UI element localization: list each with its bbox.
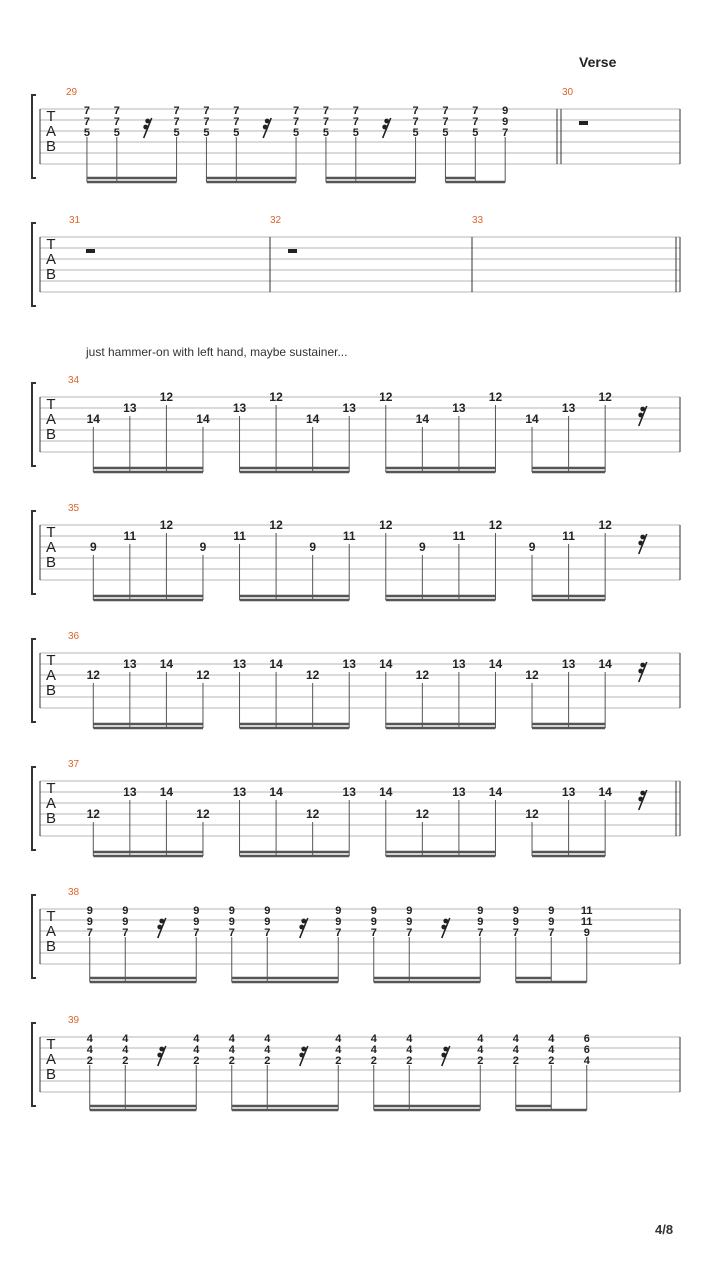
system-bracket	[32, 767, 36, 850]
fret-number: 7	[512, 927, 519, 939]
sixteenth-rest-dot	[640, 663, 645, 668]
fret-number: 9	[335, 916, 342, 928]
fret-number: 7	[370, 927, 377, 939]
measure-number: 30	[562, 87, 574, 98]
fret-number: 7	[352, 105, 359, 117]
fret-number: 5	[83, 127, 90, 139]
tab-clef-letter: B	[45, 682, 57, 699]
system-bracket	[32, 383, 36, 466]
fret-number: 7	[412, 105, 419, 117]
fret-number: 7	[228, 927, 235, 939]
fret-number: 14	[196, 412, 210, 426]
fret-number: 13	[232, 401, 247, 415]
tab-clef-letter: B	[45, 138, 57, 155]
annotation-text: just hammer-on with left hand, maybe sustainer...	[86, 345, 348, 359]
fret-number: 2	[193, 1055, 200, 1067]
measure-number: 34	[68, 375, 80, 386]
fret-number: 9	[477, 916, 484, 928]
fret-number: 4	[86, 1044, 93, 1056]
fret-number: 7	[264, 927, 271, 939]
fret-number: 9	[477, 905, 484, 917]
fret-number: 2	[228, 1055, 235, 1067]
fret-number: 14	[415, 412, 430, 426]
sixteenth-rest-dot	[301, 1047, 306, 1052]
fret-number: 13	[561, 401, 576, 415]
sixteenth-rest-dot	[441, 1053, 446, 1058]
fret-number: 11	[452, 529, 466, 543]
fret-number: 5	[352, 127, 359, 139]
fret-number: 4	[548, 1033, 555, 1045]
sixteenth-rest-dot	[265, 119, 270, 124]
tab-clef-letter: A	[45, 795, 57, 812]
fret-number: 11	[123, 529, 137, 543]
fret-number: 5	[113, 127, 120, 139]
fret-number: 13	[123, 657, 137, 671]
fret-number: 13	[452, 401, 466, 415]
fret-number: 13	[232, 657, 247, 671]
fret-number: 4	[335, 1033, 342, 1045]
fret-number: 4	[477, 1044, 484, 1056]
fret-number: 13	[342, 657, 356, 671]
sixteenth-rest-dot	[384, 119, 389, 124]
fret-number: 9	[419, 540, 426, 554]
fret-number: 2	[122, 1055, 129, 1067]
fret-number: 12	[86, 668, 100, 682]
fret-number: 9	[548, 905, 555, 917]
fret-number: 7	[233, 116, 240, 128]
fret-number: 13	[561, 785, 576, 799]
tab-clef-letter: T	[46, 652, 56, 669]
fret-number: 9	[370, 916, 377, 928]
fret-number: 4	[406, 1033, 413, 1045]
fret-number: 12	[305, 807, 320, 821]
fret-number: 12	[379, 390, 393, 404]
sixteenth-rest-dot	[638, 669, 643, 674]
fret-number: 14	[525, 412, 539, 426]
fret-number: 4	[477, 1033, 484, 1045]
fret-number: 9	[309, 540, 316, 554]
fret-number: 9	[122, 905, 129, 917]
tab-clef-letter: T	[46, 396, 56, 413]
fret-number: 9	[86, 905, 93, 917]
measure-number: 35	[68, 503, 80, 514]
fret-number: 7	[442, 116, 449, 128]
fret-number: 9	[199, 540, 207, 554]
tab-clef-letter: A	[45, 1051, 57, 1068]
fret-number: 7	[322, 116, 329, 128]
fret-number: 11	[562, 529, 575, 543]
tab-clef-letter: B	[45, 266, 57, 283]
fret-number: 13	[561, 657, 576, 671]
fret-number: 7	[412, 116, 419, 128]
fret-number: 14	[379, 657, 393, 671]
fret-number: 7	[472, 116, 479, 128]
sixteenth-rest-dot	[157, 1053, 162, 1058]
fret-number: 9	[406, 905, 413, 917]
tab-clef-letter: B	[45, 938, 57, 955]
fret-number: 14	[379, 785, 393, 799]
fret-number: 14	[598, 657, 612, 671]
fret-number: 7	[83, 105, 90, 117]
fret-number: 9	[86, 916, 93, 928]
fret-number: 9	[335, 905, 342, 917]
fret-number: 12	[415, 668, 430, 682]
sixteenth-rest-dot	[640, 407, 645, 412]
fret-number: 7	[442, 105, 449, 117]
tab-clef-letter: A	[45, 539, 57, 556]
fret-number: 11	[233, 529, 246, 543]
fret-number: 7	[86, 927, 93, 939]
fret-number: 5	[233, 127, 240, 139]
fret-number: 13	[123, 785, 137, 799]
fret-number: 7	[406, 927, 413, 939]
tab-clef-letter: A	[45, 667, 57, 684]
fret-number: 4	[228, 1044, 235, 1056]
fret-number: 9	[264, 916, 271, 928]
fret-number: 4	[193, 1033, 200, 1045]
fret-number: 2	[370, 1055, 377, 1067]
measure-number: 36	[68, 631, 80, 642]
fret-number: 9	[548, 916, 555, 928]
fret-number: 12	[525, 807, 539, 821]
measure-number: 38	[68, 887, 80, 898]
sixteenth-rest-dot	[638, 797, 643, 802]
tab-clef-letter: T	[46, 908, 56, 925]
fret-number: 5	[293, 127, 300, 139]
tab-clef-letter: B	[45, 1066, 57, 1083]
fret-number: 12	[86, 807, 100, 821]
tab-clef-letter: B	[45, 810, 57, 827]
fret-number: 13	[232, 785, 247, 799]
fret-number: 12	[305, 668, 320, 682]
fret-number: 5	[173, 127, 180, 139]
fret-number: 9	[502, 116, 509, 128]
fret-number: 12	[598, 390, 612, 404]
sixteenth-rest-dot	[301, 919, 306, 924]
fret-number: 12	[488, 390, 503, 404]
fret-number: 4	[370, 1044, 377, 1056]
whole-rest	[288, 249, 297, 253]
fret-number: 2	[86, 1055, 93, 1067]
tab-clef-letter: B	[45, 426, 57, 443]
sixteenth-rest-dot	[299, 925, 304, 930]
fret-number: 7	[293, 105, 300, 117]
fret-number: 13	[123, 401, 137, 415]
fret-number: 14	[269, 657, 283, 671]
sixteenth-rest-dot	[640, 791, 645, 796]
fret-number: 12	[598, 518, 612, 532]
sixteenth-rest-dot	[638, 541, 643, 546]
fret-number: 4	[583, 1055, 590, 1067]
system-bracket	[32, 895, 36, 978]
sixteenth-rest-dot	[441, 925, 446, 930]
sixteenth-rest-dot	[638, 413, 643, 418]
fret-number: 11	[580, 916, 593, 928]
fret-number: 14	[488, 657, 503, 671]
fret-number: 4	[86, 1033, 93, 1045]
fret-number: 4	[548, 1044, 555, 1056]
fret-number: 4	[193, 1044, 200, 1056]
fret-number: 2	[548, 1055, 555, 1067]
fret-number: 5	[472, 127, 479, 139]
sixteenth-rest-dot	[159, 919, 164, 924]
fret-number: 5	[203, 127, 210, 139]
fret-number: 14	[159, 657, 174, 671]
fret-number: 9	[193, 916, 200, 928]
fret-number: 7	[472, 105, 479, 117]
section-label: Verse	[579, 54, 617, 70]
sixteenth-rest-dot	[145, 119, 150, 124]
sixteenth-rest-dot	[143, 125, 148, 130]
measure-number: 32	[270, 215, 282, 226]
fret-number: 9	[406, 916, 413, 928]
fret-number: 4	[264, 1033, 271, 1045]
fret-number: 9	[583, 927, 590, 939]
fret-number: 9	[528, 540, 536, 554]
fret-number: 9	[264, 905, 271, 917]
fret-number: 5	[412, 127, 419, 139]
fret-number: 14	[305, 412, 320, 426]
whole-rest	[86, 249, 95, 253]
fret-number: 7	[233, 105, 240, 117]
sixteenth-rest-dot	[640, 535, 645, 540]
sixteenth-rest-dot	[443, 1047, 448, 1052]
fret-number: 13	[342, 785, 356, 799]
measure-number: 37	[68, 759, 80, 770]
system-bracket	[32, 95, 36, 178]
tab-clef-letter: T	[46, 236, 56, 253]
fret-number: 11	[580, 905, 593, 917]
fret-number: 12	[196, 668, 210, 682]
fret-number: 9	[228, 905, 235, 917]
system-bracket	[32, 511, 36, 594]
system-bracket	[32, 639, 36, 722]
fret-number: 7	[113, 105, 120, 117]
fret-number: 12	[415, 807, 430, 821]
fret-number: 14	[598, 785, 612, 799]
fret-number: 7	[193, 927, 200, 939]
fret-number: 12	[525, 668, 539, 682]
fret-number: 7	[502, 127, 509, 139]
sixteenth-rest-dot	[443, 919, 448, 924]
tab-clef-letter: T	[46, 108, 56, 125]
fret-number: 14	[86, 412, 100, 426]
fret-number: 7	[293, 116, 300, 128]
fret-number: 2	[512, 1055, 519, 1067]
fret-number: 7	[352, 116, 359, 128]
fret-number: 9	[502, 105, 509, 117]
fret-number: 2	[264, 1055, 271, 1067]
fret-number: 7	[173, 116, 180, 128]
fret-number: 12	[379, 518, 393, 532]
fret-number: 9	[512, 916, 519, 928]
fret-number: 2	[477, 1055, 484, 1067]
fret-number: 11	[342, 529, 356, 543]
fret-number: 7	[548, 927, 555, 939]
tab-clef-letter: T	[46, 524, 56, 541]
fret-number: 12	[269, 518, 283, 532]
tab-clef-letter: A	[45, 411, 57, 428]
fret-number: 4	[122, 1033, 129, 1045]
system-bracket	[32, 223, 36, 306]
fret-number: 7	[203, 105, 210, 117]
tab-clef-letter: A	[45, 123, 57, 140]
system-bracket	[32, 1023, 36, 1106]
sixteenth-rest-dot	[157, 925, 162, 930]
fret-number: 7	[113, 116, 120, 128]
measure-number: 31	[69, 215, 81, 226]
fret-number: 13	[452, 657, 466, 671]
fret-number: 2	[335, 1055, 342, 1067]
fret-number: 12	[269, 390, 283, 404]
page-number: 4/8	[655, 1222, 674, 1237]
fret-number: 9	[370, 905, 377, 917]
fret-number: 7	[173, 105, 180, 117]
tab-clef-letter: A	[45, 923, 57, 940]
fret-number: 7	[477, 927, 484, 939]
fret-number: 4	[370, 1033, 377, 1045]
whole-rest	[579, 121, 588, 125]
measure-number: 29	[66, 87, 78, 98]
fret-number: 4	[406, 1044, 413, 1056]
fret-number: 13	[342, 401, 356, 415]
sixteenth-rest-dot	[299, 1053, 304, 1058]
fret-number: 9	[122, 916, 129, 928]
sixteenth-rest-dot	[159, 1047, 164, 1052]
sixteenth-rest-dot	[263, 125, 268, 130]
fret-number: 7	[83, 116, 90, 128]
fret-number: 6	[583, 1033, 590, 1045]
fret-number: 12	[159, 390, 174, 404]
fret-number: 2	[406, 1055, 413, 1067]
fret-number: 4	[512, 1044, 519, 1056]
fret-number: 4	[228, 1033, 235, 1045]
measure-number: 33	[472, 215, 484, 226]
fret-number: 12	[488, 518, 503, 532]
fret-number: 9	[89, 540, 97, 554]
fret-number: 12	[196, 807, 210, 821]
fret-number: 12	[159, 518, 174, 532]
fret-number: 7	[122, 927, 129, 939]
fret-number: 14	[159, 785, 174, 799]
tab-clef-letter: T	[46, 1036, 56, 1053]
fret-number: 14	[269, 785, 283, 799]
sixteenth-rest-dot	[382, 125, 387, 130]
fret-number: 4	[122, 1044, 129, 1056]
tab-clef-letter: A	[45, 251, 57, 268]
fret-number: 4	[335, 1044, 342, 1056]
measure-number: 39	[68, 1015, 80, 1026]
fret-number: 13	[452, 785, 466, 799]
fret-number: 7	[335, 927, 342, 939]
fret-number: 9	[512, 905, 519, 917]
fret-number: 5	[322, 127, 329, 139]
fret-number: 4	[264, 1044, 271, 1056]
fret-number: 9	[228, 916, 235, 928]
tab-clef-letter: T	[46, 780, 56, 797]
fret-number: 5	[442, 127, 449, 139]
fret-number: 7	[322, 105, 329, 117]
fret-number: 14	[488, 785, 503, 799]
fret-number: 4	[512, 1033, 519, 1045]
fret-number: 6	[583, 1044, 590, 1056]
tab-clef-letter: B	[45, 554, 57, 571]
fret-number: 9	[193, 905, 200, 917]
fret-number: 7	[203, 116, 210, 128]
